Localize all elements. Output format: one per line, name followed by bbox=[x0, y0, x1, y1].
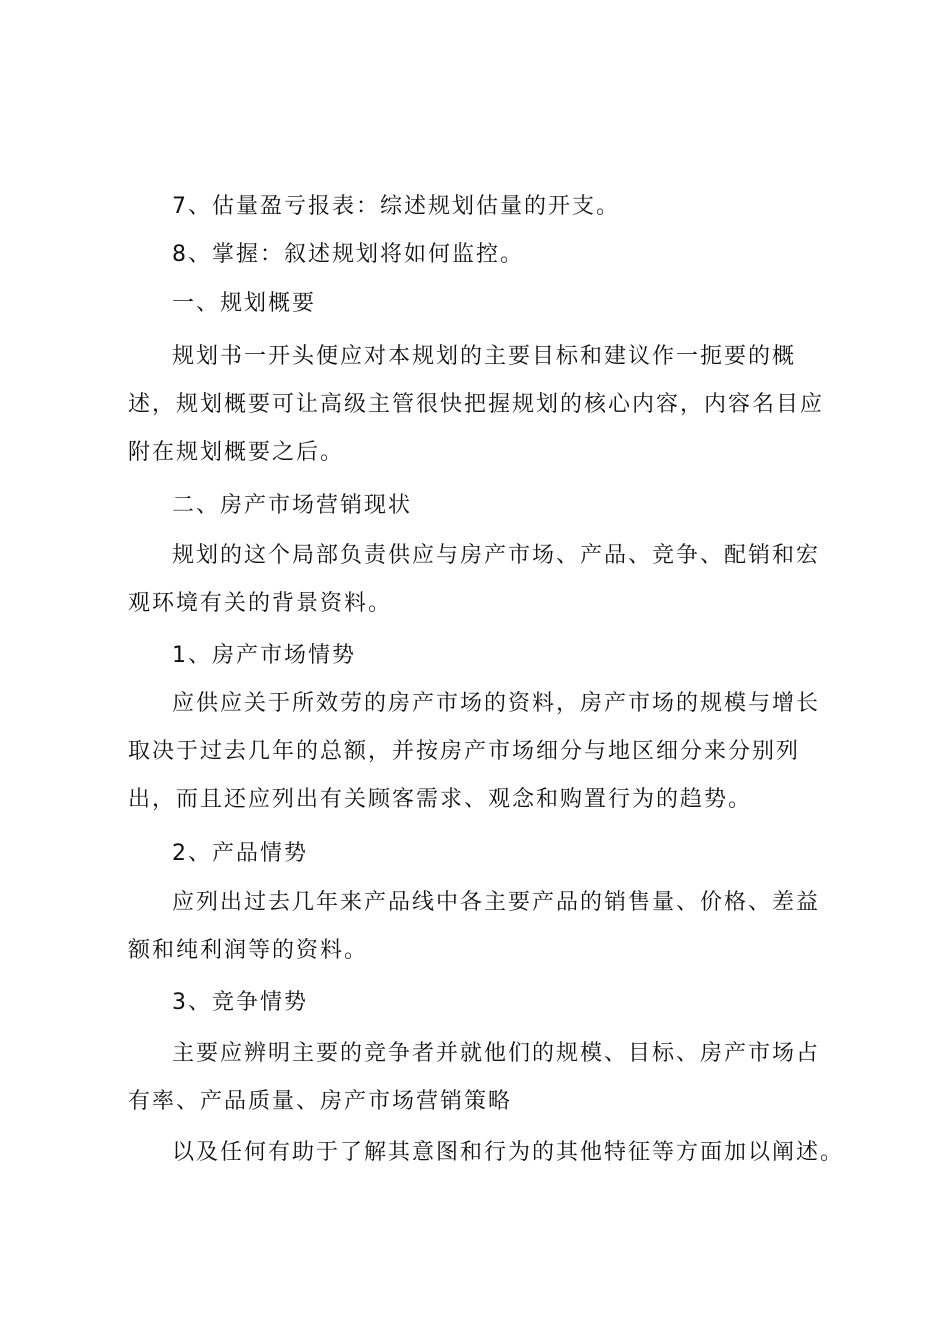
paragraph-market-status-body: 规划的这个局部负责供应与房产市场、产品、竞争、配销和宏观环境有关的背景资料。 bbox=[128, 543, 821, 616]
subheading-market-situation: 1、房产市场情势 bbox=[172, 643, 356, 668]
subheading-product-situation: 2、产品情势 bbox=[172, 841, 308, 866]
paragraph-competition-continued: 以及任何有助于了解其意图和行为的其他特征等方面加以阐述。 bbox=[172, 1140, 845, 1165]
paragraph-item-7: 7、估量盈亏报表：综述规划估量的开支。 bbox=[172, 194, 620, 219]
paragraph-overview-body: 规划书一开头便应对本规划的主要目标和建议作一扼要的概述，规划概要可让高级主管很快把握规划的核心内容，内容名目应附在规划概要之后。 bbox=[128, 344, 825, 465]
subheading-competition-situation: 3、竞争情势 bbox=[172, 990, 308, 1015]
paragraph-item-8: 8、掌握：叙述规划将如何监控。 bbox=[172, 242, 524, 267]
section-heading-market-status: 二、房产市场营销现状 bbox=[172, 493, 413, 518]
paragraph-product-situation-body: 应列出过去几年来产品线中各主要产品的销售量、价格、差益额和纯利润等的资料。 bbox=[128, 890, 821, 963]
section-heading-overview: 一、规划概要 bbox=[172, 291, 317, 316]
paragraph-market-situation-body: 应供应关于所效劳的房产市场的资料，房产市场的规模与增长取决于过去几年的总额，并按房产市场细分与地区细分来分别列出，而且还应列出有关顾客需求、观念和购置行为的趋势。 bbox=[128, 691, 821, 812]
paragraph-competition-body: 主要应辨明主要的竞争者并就他们的规模、目标、房产市场占有率、产品质量、房产市场营销策略 bbox=[128, 1041, 821, 1114]
